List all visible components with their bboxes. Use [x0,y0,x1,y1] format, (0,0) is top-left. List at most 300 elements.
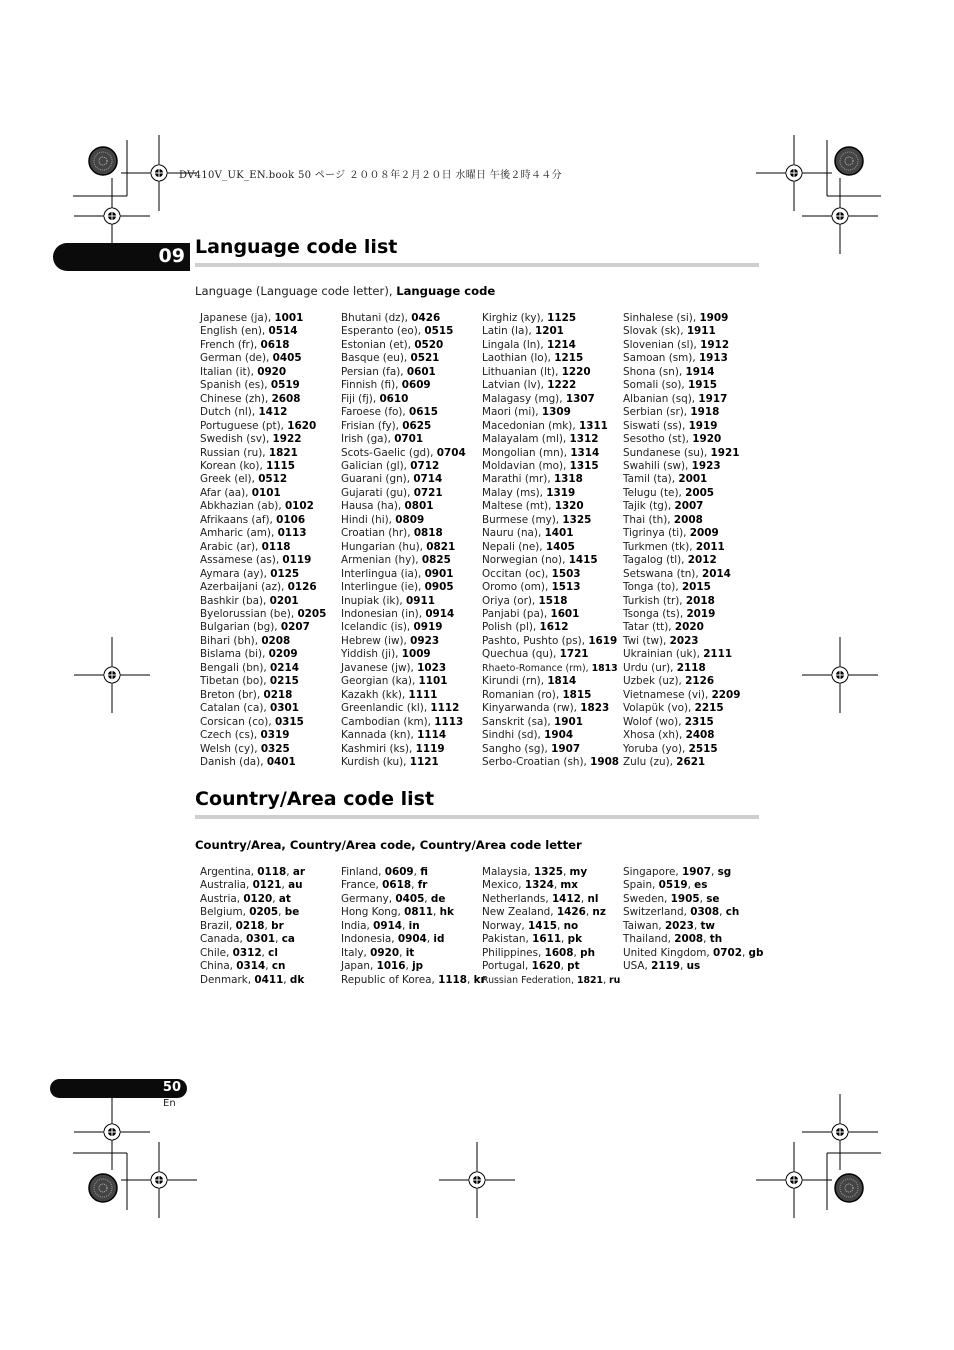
language-name: Volapük (vo), [623,702,695,715]
language-name: Hindi (hi), [341,513,396,526]
language-entry [482,608,623,621]
language-entry [482,554,623,567]
language-entry [341,325,482,338]
language-name: English (en), [200,325,269,338]
country-letter: nl [587,892,599,905]
country-letter: ar [292,866,305,878]
crosshair-mark [74,1094,150,1170]
language-code: 1214 [546,338,576,351]
language-entry [482,379,623,392]
language-name: Malayalam (ml), [482,433,570,446]
separator: , [402,919,409,932]
language-entry [341,447,482,460]
separator: , [399,946,406,959]
language-entry [200,433,341,446]
language-code: 0911 [406,594,435,607]
language-code: 2023 [669,634,699,647]
language-entry [200,339,341,352]
language-entry [200,689,341,702]
language-name: Croatian (hr), [341,527,414,540]
country-name: Belgium, [200,906,250,919]
language-name: Irish (ga), [341,433,395,446]
language-code: 1125 [547,312,577,324]
language-code: 0801 [404,500,434,513]
country-name: Switzerland, [623,906,691,919]
language-code: 0901 [424,567,454,580]
language-name: Oriya (or), [482,594,539,607]
country-code: 0312 [232,946,262,959]
language-entry [200,366,341,379]
language-code: 2005 [685,486,715,499]
language-code: 1612 [539,621,569,634]
language-entry [623,420,764,433]
language-code: 0218 [263,688,293,701]
language-name: Indonesian (in), [341,607,426,620]
country-entry [200,906,341,919]
language-code: 2009 [689,527,719,540]
subtitle-plain: Language (Language code letter), [195,284,397,298]
language-entry [623,460,764,473]
language-entry [200,379,341,392]
language-code: 0821 [426,540,456,553]
language-code: 1111 [408,688,438,701]
country-entry [482,893,623,906]
crosshair-mark [74,637,150,713]
language-entry [482,460,623,473]
language-code: 2215 [694,702,724,715]
language-code: 2608 [271,392,301,405]
crosshair-mark [756,135,832,211]
country-letter: pt [567,960,580,973]
language-code: 1619 [588,634,618,647]
language-name: Maori (mi), [482,406,542,419]
language-entry [623,568,764,581]
language-code: 1918 [690,406,720,419]
language-entry [623,756,764,769]
language-code: 1307 [565,392,595,405]
language-entry [482,366,623,379]
language-entry [482,473,623,486]
language-name: Interlingue (ie), [341,581,425,594]
language-code: 2209 [711,688,741,701]
language-entry [482,662,623,675]
language-code: 0825 [421,554,451,567]
country-name: Spain, [623,879,659,892]
country-name: Mexico, [482,879,525,892]
country-code: 0411 [254,973,284,986]
language-code: 2015 [681,581,711,594]
language-code: 1513 [551,581,581,594]
language-name: Sundanese (su), [623,446,711,459]
language-code: 1101 [418,675,448,688]
language-name: Kannada (kn), [341,729,418,742]
language-code: 1917 [698,392,728,405]
language-code: 2014 [701,567,731,580]
language-code: 1315 [569,459,599,472]
language-name: Galician (gl), [341,459,411,472]
language-name: Tsonga (ts), [623,607,687,620]
language-name: Sanskrit (sa), [482,715,555,728]
language-code: 0515 [424,325,454,338]
language-name: Portuguese (pt), [200,419,288,432]
country-code-table [200,866,764,987]
crosshair-mark [802,178,878,254]
language-name: Czech (cs), [200,729,261,742]
language-code: 1325 [562,513,592,526]
language-entry [341,648,482,661]
language-name: Bashkir (ba), [200,594,270,607]
country-column [200,866,341,987]
country-code: 1426 [556,906,586,919]
country-name: Italy, [341,946,371,959]
country-entry [341,933,482,946]
language-name: Twi (tw), [623,634,670,647]
language-name: Slovak (sk), [623,325,687,338]
language-code: 1821 [268,446,298,459]
separator: , [680,960,687,973]
separator: , [283,973,290,986]
crosshair-mark [439,1142,515,1218]
language-entry [482,541,623,554]
language-name: Azerbaijani (az), [200,581,288,594]
language-code: 0618 [260,338,290,351]
country-letter: nz [592,906,606,919]
country-entry [623,893,764,906]
country-code: 1608 [544,946,574,959]
language-name: Mongolian (mn), [482,446,571,459]
country-letter: sg [717,866,732,878]
page-language: En [163,1098,176,1109]
language-name: Kirghiz (ky), [482,312,548,324]
language-code: 0325 [260,742,290,755]
country-name: Singapore, [623,866,683,878]
separator: , [741,946,749,959]
language-column [623,312,764,769]
language-name: Hausa (ha), [341,500,405,513]
country-section-subtitle: Country/Area, Country/Area code, Country/Area code letter [195,838,582,852]
language-name: Sangho (sg), [482,742,552,755]
language-entry [623,689,764,702]
language-name: Quechua (qu), [482,648,560,661]
language-name: Rhaeto-Romance (rm), [482,662,592,674]
country-code: 0609 [384,866,414,878]
country-letter: at [278,892,291,905]
country-letter: br [271,919,284,932]
country-code: 1821 [576,974,604,986]
language-entry [623,500,764,513]
separator: , [553,879,561,892]
language-entry [341,514,482,527]
language-name: Panjabi (pa), [482,607,551,620]
language-entry [200,621,341,634]
country-entry [341,879,482,892]
language-entry [200,420,341,433]
language-name: Kirundi (rn), [482,675,548,688]
country-letter: jp [412,960,424,973]
language-name: Greek (el), [200,473,259,486]
language-name: Romanian (ro), [482,688,563,701]
language-code: 0519 [270,379,300,392]
language-entry [341,379,482,392]
language-name: German (de), [200,352,273,365]
crosshair-mark [802,1094,878,1170]
separator: , [710,866,718,878]
language-entry [200,473,341,486]
language-entry [482,621,623,634]
separator: , [261,946,269,959]
country-code: 0904 [397,933,427,946]
language-code: 1309 [541,406,571,419]
language-name: Nauru (na), [482,527,545,540]
language-code: 1401 [544,527,574,540]
country-name: Canada, [200,933,247,946]
language-code: 0101 [251,486,281,499]
language-code: 1912 [700,338,730,351]
country-entry [341,866,482,879]
language-entry [482,487,623,500]
separator: , [264,919,272,932]
language-code: 1001 [274,312,304,324]
language-code: 0919 [413,621,443,634]
country-code: 0118 [257,866,287,878]
language-name: Sinhalese (si), [623,312,700,324]
country-entry [623,947,764,960]
language-entry [200,568,341,581]
language-name: Greenlandic (kl), [341,702,431,715]
language-entry [623,514,764,527]
country-entry [623,866,764,879]
language-entry [200,393,341,406]
language-column [482,312,623,769]
language-name: Laothian (lo), [482,352,555,365]
language-name: Uzbek (uz), [623,675,686,688]
language-name: Danish (da), [200,755,267,768]
language-code: 0714 [413,473,443,486]
language-entry [341,554,482,567]
language-name: Urdu (ur), [623,661,677,674]
country-name: Pakistan, [482,933,533,946]
language-code: 0319 [260,729,290,742]
language-name: Russian (ru), [200,446,269,459]
language-code: 1814 [547,675,577,688]
language-code: 1318 [553,473,583,486]
language-entry [341,635,482,648]
separator: , [585,906,593,919]
language-entry [200,447,341,460]
country-entry [482,866,623,879]
language-name: Sesotho (st), [623,433,693,446]
language-code: 0701 [394,433,424,446]
country-name: Russian Federation, [482,974,577,986]
language-code: 0914 [425,607,455,620]
language-code: 0721 [413,486,443,499]
country-entry [200,933,341,946]
country-entry [200,893,341,906]
language-entry [200,460,341,473]
language-name: Albanian (sq), [623,392,699,405]
language-name: Scots-Gaelic (gd), [341,446,437,459]
language-entry [200,514,341,527]
language-code: 0405 [272,352,302,365]
language-name: Basque (eu), [341,352,411,365]
language-code: 2118 [676,661,706,674]
language-entry [200,608,341,621]
country-column [623,866,764,987]
separator: , [411,879,418,892]
country-code: 1412 [551,892,581,905]
language-entry [623,554,764,567]
country-letter: be [284,906,300,919]
separator: , [281,879,289,892]
language-code: 2408 [685,729,715,742]
language-name: French (fr), [200,338,261,351]
country-letter: us [686,960,701,973]
country-code: 0811 [404,906,434,919]
language-name: Finnish (fi), [341,379,402,392]
language-code: 1023 [417,661,447,674]
language-name: Malay (ms), [482,486,547,499]
separator: , [580,892,588,905]
language-name: Tatar (tt), [623,621,675,634]
language-code: 1503 [551,567,581,580]
language-code: 0905 [424,581,454,594]
language-entry [200,648,341,661]
language-entry [623,729,764,742]
language-name: Armenian (hy), [341,554,422,567]
language-name: Siswati (ss), [623,419,689,432]
language-code: 1222 [547,379,577,392]
language-name: Ukrainian (uk), [623,648,704,661]
language-entry [341,527,482,540]
country-name: Brazil, [200,919,236,932]
language-code: 2001 [678,473,708,486]
language-name: Frisian (fy), [341,419,403,432]
country-name: Republic of Korea, [341,973,439,986]
language-code: 1312 [569,433,599,446]
language-entry [341,621,482,634]
separator: , [278,906,285,919]
language-entry [341,487,482,500]
language-name: Bislama (bi), [200,648,269,661]
language-code: 1320 [554,500,584,513]
language-name: Persian (fa), [341,365,407,378]
country-name: Malaysia, [482,866,535,878]
country-letter: in [408,919,420,932]
country-code: 1118 [438,973,468,986]
language-entry [341,595,482,608]
language-code: 0214 [270,661,299,674]
language-entry [200,352,341,365]
language-code: 0201 [269,594,299,607]
language-code: 0521 [410,352,440,365]
language-name: Oromo (om), [482,581,552,594]
language-entry [200,675,341,688]
language-code: 0205 [297,607,327,620]
language-name: Thai (th), [623,513,674,526]
language-entry [623,487,764,500]
language-code: 1815 [562,688,592,701]
language-name: Macedonian (mk), [482,419,579,432]
language-name: Guarani (gn), [341,473,414,486]
country-name: Philippines, [482,946,545,959]
country-letter: no [563,919,579,932]
country-name: India, [341,919,374,932]
language-name: Burmese (my), [482,513,563,526]
language-name: Japanese (ja), [200,312,275,324]
language-name: Sindhi (sd), [482,729,545,742]
language-entry [482,635,623,648]
language-entry [482,581,623,594]
language-code: 1813 [591,662,618,674]
language-code: 1518 [538,594,568,607]
country-letter: de [430,892,446,905]
separator: , [433,906,440,919]
language-name: Icelandic (is), [341,621,414,634]
language-code: 2621 [676,755,706,768]
language-code: 2515 [688,742,718,755]
language-name: Aymara (ay), [200,567,271,580]
language-code: 0923 [410,634,440,647]
language-name: Bengali (bn), [200,661,271,674]
country-entry [623,879,764,892]
language-code: 0809 [395,513,425,526]
language-name: Esperanto (eo), [341,325,425,338]
language-entry [200,541,341,554]
country-name: Argentina, [200,866,258,878]
country-letter: fr [417,879,428,892]
language-name: Afar (aa), [200,486,252,499]
language-entry [623,352,764,365]
country-entry [200,960,341,973]
language-section-title: Language code list [195,236,398,258]
language-code: 0615 [409,406,438,419]
language-code: 0118 [261,540,291,553]
language-code: 1921 [710,446,740,459]
language-entry [623,581,764,594]
country-name: Germany, [341,892,396,905]
language-entry [341,541,482,554]
country-entry [482,960,623,973]
language-name: Polish (pl), [482,621,540,634]
language-entry [200,500,341,513]
country-column [341,866,486,987]
country-name: Indonesia, [341,933,398,946]
language-code: 2111 [703,648,733,661]
language-name: Hebrew (iw), [341,634,411,647]
language-name: Tajik (tg), [623,500,675,513]
crosshair-mark [802,637,878,713]
language-code: 0712 [410,459,440,472]
language-entry [623,635,764,648]
language-name: Latin (la), [482,325,535,338]
language-code: 1311 [578,419,608,432]
section-rule [195,815,759,819]
language-entry [623,621,764,634]
language-code: 1919 [688,419,718,432]
language-entry [200,487,341,500]
language-entry [482,702,623,715]
country-code: 1016 [376,960,406,973]
separator: , [424,892,431,905]
language-name: Corsican (co), [200,715,275,728]
language-code: 1201 [534,325,564,338]
country-code: 1611 [532,933,562,946]
language-code: 2315 [684,715,714,728]
country-entry [482,906,623,919]
country-entry [200,947,341,960]
language-name: Bhutani (dz), [341,312,412,324]
language-entry [200,581,341,594]
